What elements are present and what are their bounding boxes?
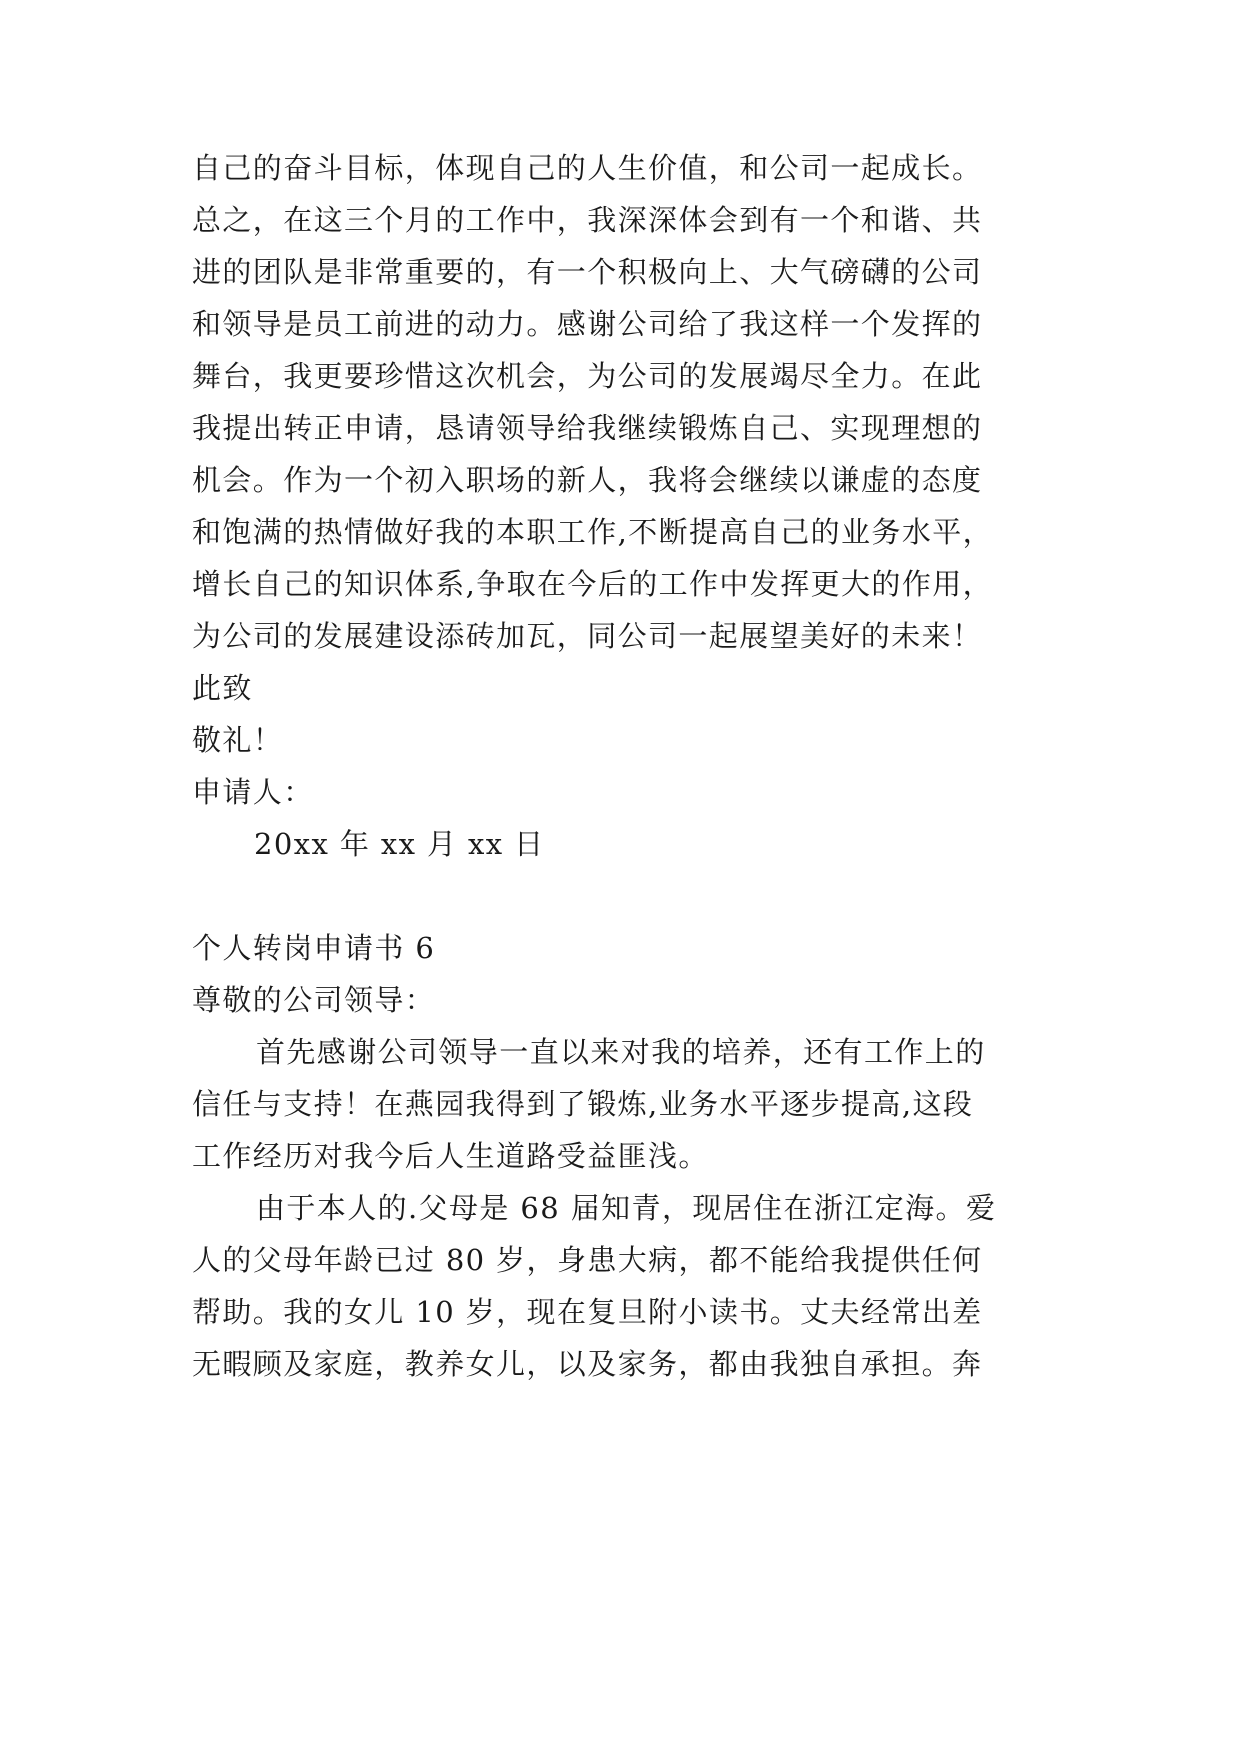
- paragraph-line: 由于本人的.父母是 68 届知青，现居住在浙江定海。爱: [256, 1191, 997, 1225]
- paragraph-line: 首先感谢公司领导一直以来对我的培养，还有工作上的: [256, 1035, 986, 1069]
- closing-line: 此致: [192, 671, 253, 705]
- paragraph-line: 帮助。我的女儿 10 岁，现在复旦附小读书。丈夫经常出差: [192, 1295, 983, 1329]
- text-line: 为公司的发展建设添砖加瓦，同公司一起展望美好的未来！: [192, 619, 983, 653]
- section-title: 个人转岗申请书 6: [192, 931, 436, 965]
- closing-regards: 敬礼！: [192, 723, 284, 757]
- text-line: 进的团队是非常重要的，有一个积极向上、大气磅礴的公司: [192, 255, 983, 289]
- text-line: 我提出转正申请，恳请领导给我继续锻炼自己、实现理想的: [192, 411, 983, 445]
- text-line: 舞台，我更要珍惜这次机会，为公司的发展竭尽全力。在此: [192, 359, 983, 393]
- text-line: 总之，在这三个月的工作中，我深深体会到有一个和谐、共: [192, 203, 983, 237]
- paragraph-line: 人的父母年龄已过 80 岁，身患大病，都不能给我提供任何: [192, 1243, 983, 1277]
- text-line: 和饱满的热情做好我的本职工作,不断提高自己的业务水平，: [192, 515, 994, 549]
- paragraph-line: 无暇顾及家庭，教养女儿，以及家务，都由我独自承担。奔: [192, 1347, 983, 1381]
- text-line: 增长自己的知识体系,争取在今后的工作中发挥更大的作用，: [192, 567, 994, 601]
- text-line: 和领导是员工前进的动力。感谢公司给了我这样一个发挥的: [192, 307, 983, 341]
- paragraph-line: 工作经历对我今后人生道路受益匪浅。: [192, 1139, 709, 1173]
- paragraph-line: 信任与支持！在燕园我得到了锻炼,业务水平逐步提高,这段: [192, 1087, 974, 1121]
- date-line: 20xx 年 xx 月 xx 日: [254, 827, 545, 861]
- applicant-label: 申请人：: [192, 775, 314, 809]
- text-line: 机会。作为一个初入职场的新人，我将会继续以谦虚的态度: [192, 463, 983, 497]
- salutation: 尊敬的公司领导：: [192, 983, 436, 1017]
- text-line: 自己的奋斗目标，体现自己的人生价值，和公司一起成长。: [192, 151, 983, 185]
